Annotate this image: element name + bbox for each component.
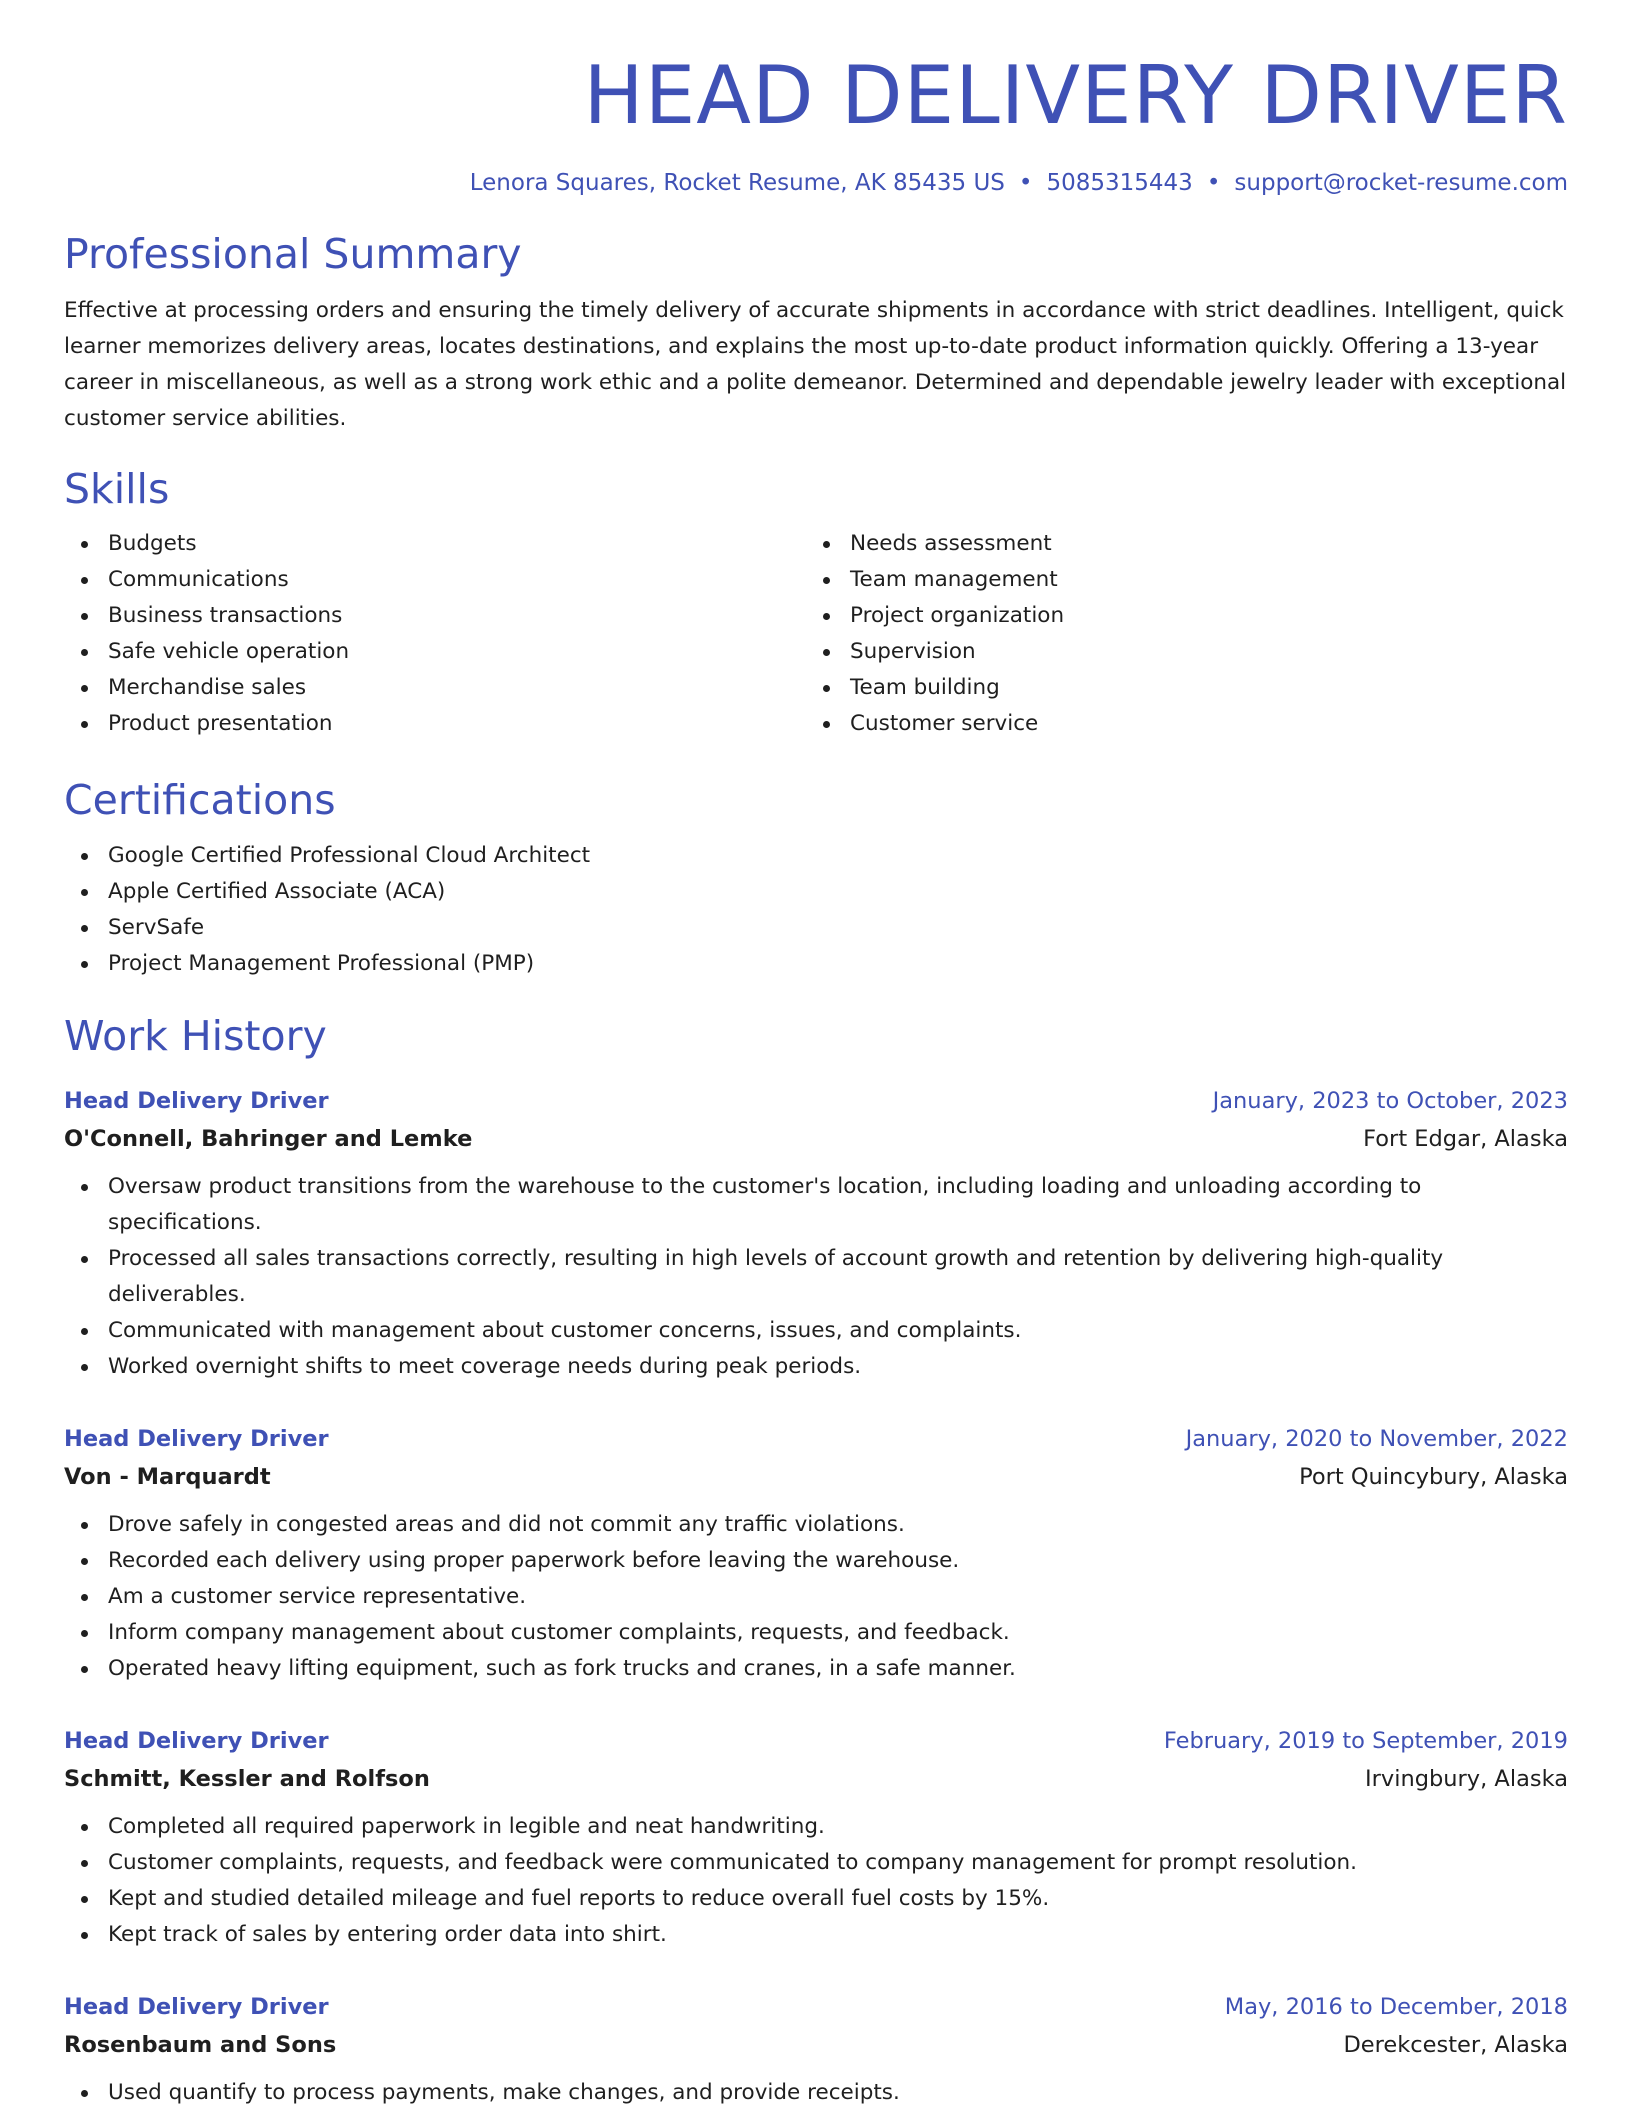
- work-history-title: Work History: [64, 1011, 327, 1060]
- contact-email: support@rocket-resume.com: [1234, 170, 1568, 196]
- job-duty: Worked overnight shifts to meet coverage needs during peak periods.: [108, 1349, 1568, 1385]
- skill-item: Product presentation: [108, 706, 806, 742]
- summary-section: [64, 230, 1568, 437]
- job-header-row: [64, 1421, 1568, 1457]
- skill-item: Supervision: [850, 634, 1548, 670]
- job-company: O'Connell, Bahringer and Lemke: [64, 1125, 473, 1152]
- certification-item: Google Certified Professional Cloud Architect: [108, 838, 1568, 874]
- skills-column-left: [64, 526, 806, 742]
- job-title: Head Delivery Driver: [64, 1425, 329, 1452]
- job-location: Fort Edgar, Alaska: [1363, 1125, 1568, 1152]
- job-duty: Communicated with management about customer concerns, issues, and complaints.: [108, 1313, 1568, 1349]
- skill-item: Budgets: [108, 526, 806, 562]
- job-company-row: [64, 2025, 1568, 2065]
- job-entry: [64, 1723, 1568, 1953]
- job-entry: [64, 1989, 1568, 2111]
- skills-title: Skills: [64, 465, 170, 514]
- job-header-row: [64, 1989, 1568, 2025]
- job-duty: Am a customer service representative.: [108, 1579, 1568, 1615]
- job-duties-list: [64, 2075, 1568, 2111]
- skill-item: Team management: [850, 562, 1548, 598]
- contact-separator: •: [1018, 170, 1033, 196]
- job-dates: January, 2020 to November, 2022: [1185, 1425, 1568, 1452]
- resume-name: HEAD DELIVERY DRIVER: [583, 49, 1568, 142]
- job-company-row: [64, 1457, 1568, 1497]
- skill-item: Needs assessment: [850, 526, 1548, 562]
- certification-item: Apple Certified Associate (ACA): [108, 874, 1568, 910]
- job-duty: Customer complaints, requests, and feedback were communicated to company management for prompt resolution.: [108, 1845, 1568, 1881]
- job-duty: Recorded each delivery using proper paperwork before leaving the warehouse.: [108, 1543, 1568, 1579]
- job-company-row: [64, 1759, 1568, 1799]
- certifications-title: Certifications: [64, 776, 336, 825]
- certification-item: ServSafe: [108, 910, 1568, 946]
- summary-title: Professional Summary: [64, 230, 522, 278]
- certifications-list: [64, 838, 1568, 982]
- job-dates: February, 2019 to September, 2019: [1163, 1727, 1568, 1754]
- skill-item: Team building: [850, 670, 1548, 706]
- skill-item: Safe vehicle operation: [108, 634, 806, 670]
- job-entry: [64, 1083, 1568, 1385]
- job-title: Head Delivery Driver: [64, 1727, 329, 1754]
- job-duty: Processed all sales transactions correctly, resulting in high levels of account growth and retention by delivering high-quality deliverables.: [108, 1241, 1568, 1313]
- job-duty: Inform company management about customer complaints, requests, and feedback.: [108, 1615, 1568, 1651]
- contact-phone: 5085315443: [1046, 170, 1193, 196]
- skill-item: Business transactions: [108, 598, 806, 634]
- job-duty: Kept track of sales by entering order data into shirt.: [108, 1917, 1568, 1953]
- skills-grid: [64, 526, 1568, 742]
- skill-item: Customer service: [850, 706, 1548, 742]
- job-company-row: [64, 1119, 1568, 1159]
- job-location: Port Quincybury, Alaska: [1299, 1463, 1568, 1490]
- job-location: Derekcester, Alaska: [1343, 2031, 1568, 2058]
- job-duty: Operated heavy lifting equipment, such as fork trucks and cranes, in a safe manner.: [108, 1651, 1568, 1687]
- job-entry: [64, 1421, 1568, 1687]
- skill-item: Project organization: [850, 598, 1548, 634]
- skill-item: Merchandise sales: [108, 670, 806, 706]
- resume-header: [64, 0, 1568, 196]
- job-duty: Kept and studied detailed mileage and fuel reports to reduce overall fuel costs by 15%.: [108, 1881, 1568, 1917]
- job-dates: January, 2023 to October, 2023: [1212, 1087, 1568, 1114]
- certification-item: Project Management Professional (PMP): [108, 946, 1568, 982]
- job-duties-list: [64, 1809, 1568, 1953]
- contact-address: Lenora Squares, Rocket Resume, AK 85435 US: [469, 170, 1005, 196]
- job-duties-list: [64, 1507, 1568, 1687]
- skills-column-right: [806, 526, 1548, 742]
- skills-list-right: [806, 526, 1548, 742]
- summary-text: Effective at processing orders and ensuring the timely delivery of accurate shipments in accordance with strict deadlines. Intelligent, quick learner memorizes delivery areas, locates destinations, and explains the most up-to-date product information quickly. Offering a 13-year career in miscellaneous, as well as a strong work ethic and a polite demeanor. Determined and dependable jewelry leader with exceptional customer service abilities.: [64, 298, 1567, 432]
- job-location: Irvingbury, Alaska: [1365, 1765, 1568, 1792]
- job-company: Rosenbaum and Sons: [64, 2031, 337, 2058]
- job-company: Von - Marquardt: [64, 1463, 271, 1490]
- job-title: Head Delivery Driver: [64, 1993, 329, 2020]
- job-company: Schmitt, Kessler and Rolfson: [64, 1765, 430, 1792]
- contact-separator: •: [1206, 170, 1221, 196]
- skill-item: Communications: [108, 562, 806, 598]
- job-duty: Used quantify to process payments, make changes, and provide receipts.: [108, 2075, 1568, 2111]
- job-duty: Completed all required paperwork in legible and neat handwriting.: [108, 1809, 1568, 1845]
- job-duty: Drove safely in congested areas and did not commit any traffic violations.: [108, 1507, 1568, 1543]
- contact-line: [64, 170, 1568, 196]
- job-dates: May, 2016 to December, 2018: [1224, 1993, 1568, 2020]
- job-title: Head Delivery Driver: [64, 1087, 329, 1114]
- certifications-section: [64, 776, 1568, 981]
- job-duty: Oversaw product transitions from the warehouse to the customer's location, including loading and unloading according to specifications.: [108, 1169, 1568, 1241]
- job-header-row: [64, 1083, 1568, 1119]
- job-duties-list: [64, 1169, 1568, 1385]
- work-history-section: [64, 1012, 1568, 2111]
- skills-list-left: [64, 526, 806, 742]
- job-header-row: [64, 1723, 1568, 1759]
- skills-section: [64, 465, 1568, 742]
